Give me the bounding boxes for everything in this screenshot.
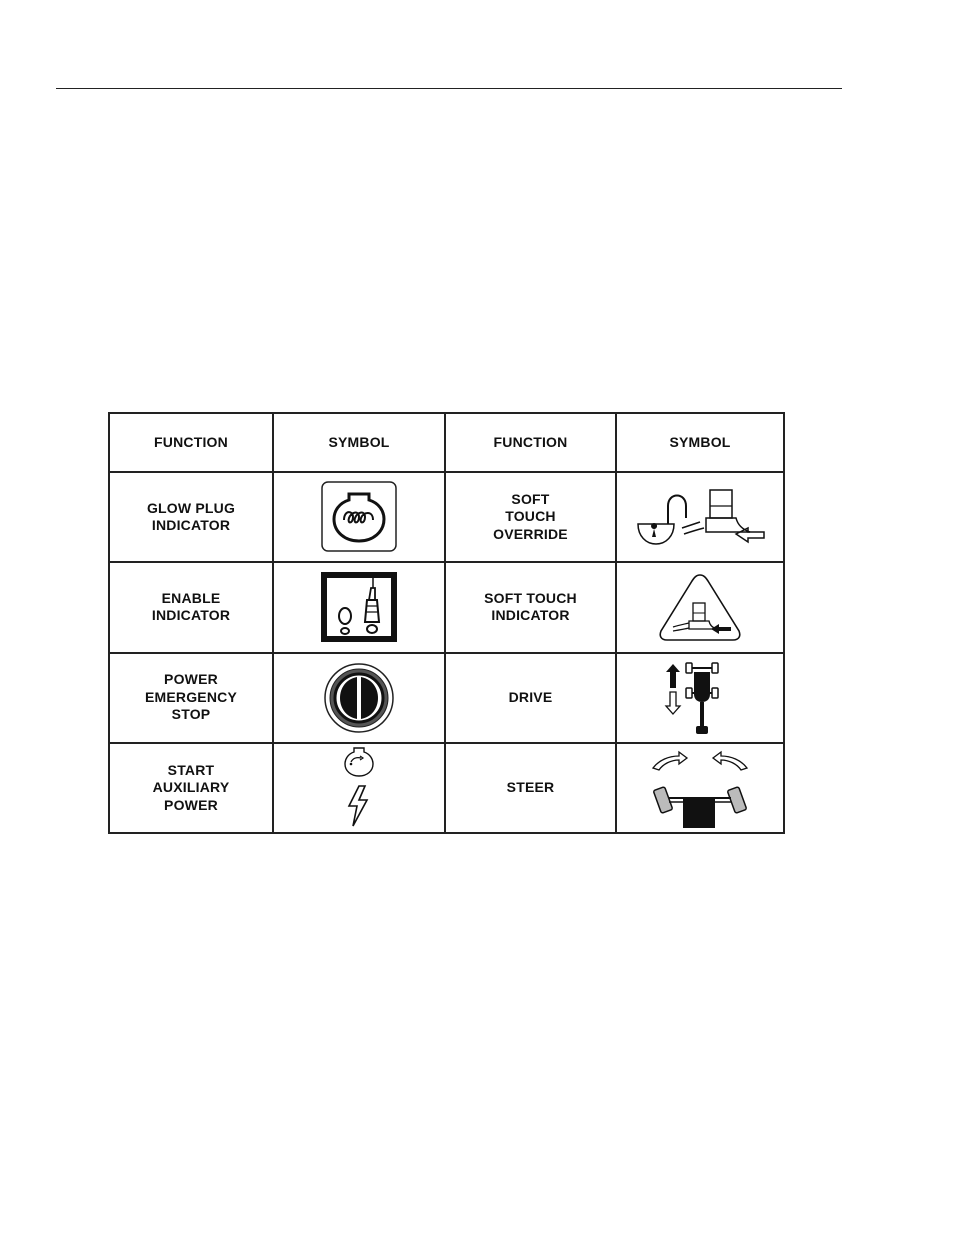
symbol-cell [273, 653, 445, 743]
function-label: GLOW PLUG INDICATOR [146, 499, 236, 534]
soft-touch-override-icon [630, 482, 770, 552]
symbol-cell [616, 562, 784, 652]
symbol-cell [273, 562, 445, 652]
function-label: SOFT TOUCH INDICATOR [484, 589, 577, 624]
symbol-cell [273, 472, 445, 562]
function-label: DRIVE [508, 688, 553, 705]
table-row [109, 472, 784, 562]
table-row [109, 562, 784, 652]
enable-indicator-icon [319, 570, 399, 644]
symbol-cell [616, 653, 784, 743]
steer-icon [645, 746, 755, 830]
function-symbol-table [108, 412, 785, 834]
header-symbol-1: SYMBOL [273, 413, 445, 472]
function-label: STEER [506, 779, 555, 796]
table-row [109, 653, 784, 743]
power-emergency-stop-icon [322, 661, 396, 735]
function-cell [445, 562, 616, 652]
function-cell [109, 472, 273, 562]
function-label: START AUXILIARY POWER [152, 761, 230, 813]
drive-icon [660, 658, 740, 738]
function-cell [109, 562, 273, 652]
table-row [109, 743, 784, 833]
function-cell [445, 472, 616, 562]
function-label: POWER EMERGENCY STOP [144, 671, 238, 723]
soft-touch-indicator-icon [655, 571, 745, 643]
symbol-cell [273, 743, 445, 833]
function-label: ENABLE INDICATOR [151, 589, 231, 624]
function-label: SOFT TOUCH OVERRIDE [493, 490, 568, 542]
function-cell [445, 653, 616, 743]
function-cell [109, 653, 273, 743]
function-cell [109, 743, 273, 833]
table-header-row [109, 413, 784, 472]
header-symbol-2: SYMBOL [616, 413, 784, 472]
header-function-1: FUNCTION [109, 413, 273, 472]
symbol-cell [616, 472, 784, 562]
function-cell [445, 743, 616, 833]
header-function-2: FUNCTION [445, 413, 616, 472]
symbol-cell [616, 743, 784, 833]
header-rule [56, 88, 842, 89]
start-auxiliary-power-icon [339, 744, 379, 832]
glow-plug-icon [319, 480, 399, 554]
